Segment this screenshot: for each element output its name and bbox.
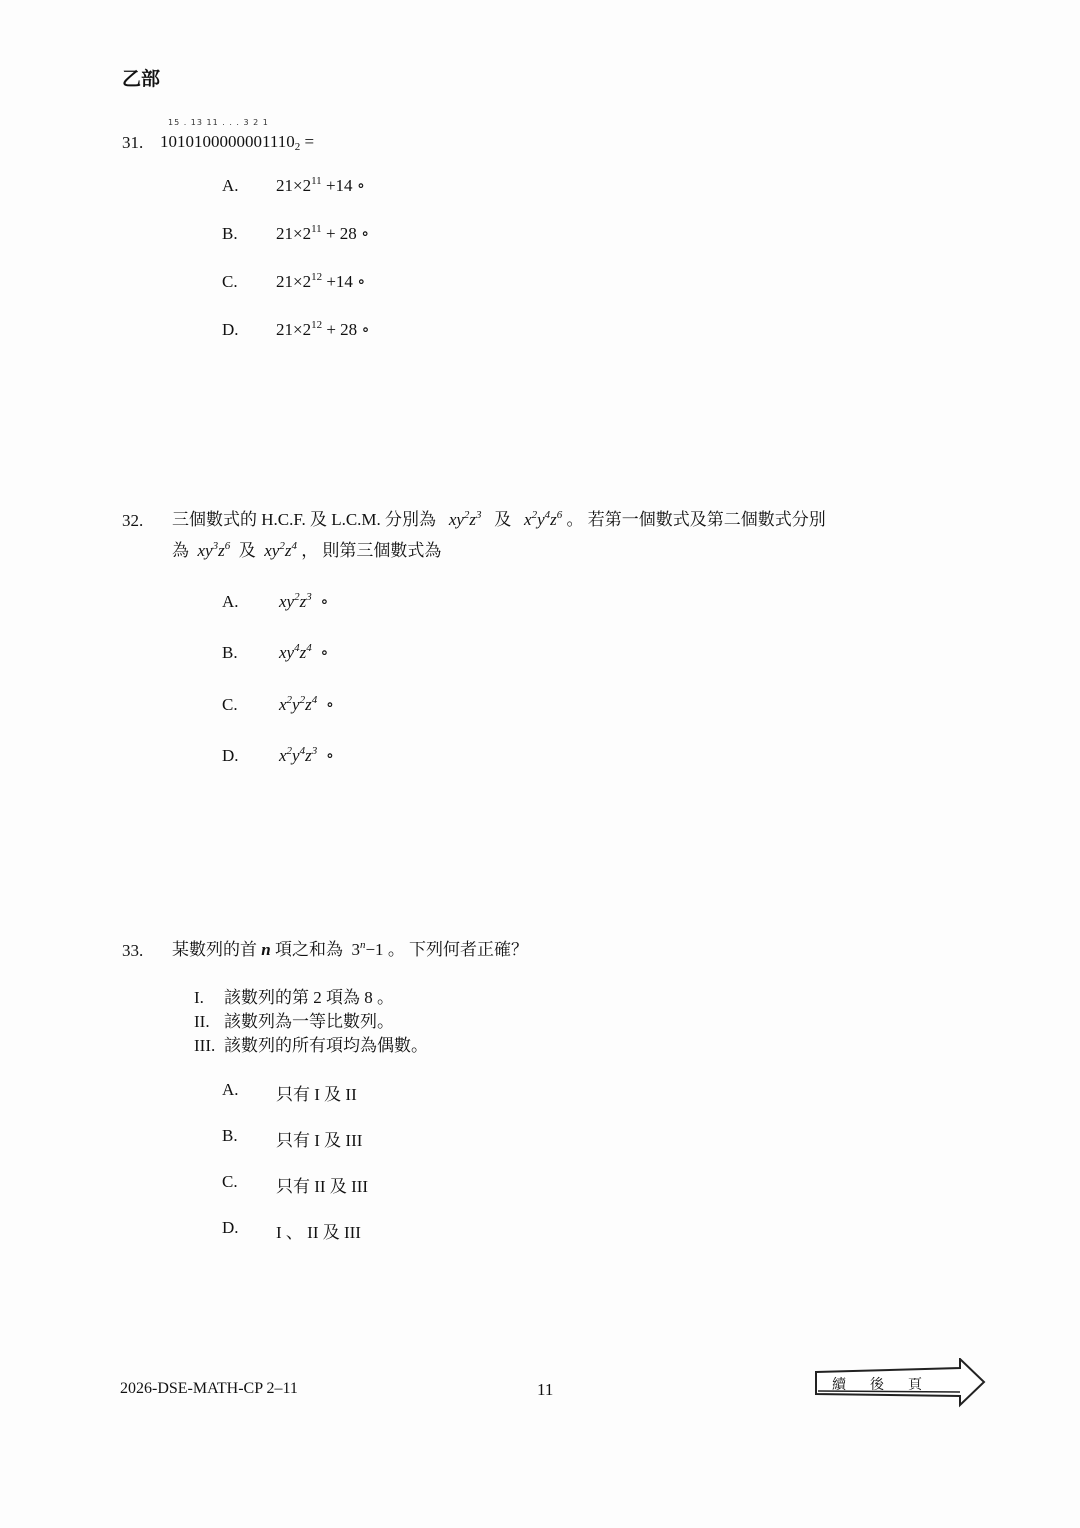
option-label: B. [222, 224, 238, 243]
binary-number: 1010100000001110 [160, 132, 295, 151]
option-value: $21\times 2^{12} + 28$ ∘ [276, 319, 370, 339]
option-label: A. [222, 1080, 239, 1099]
continue-label: 續後頁 [832, 1377, 946, 1393]
option-label: B. [222, 643, 238, 662]
continue-next-page-arrow [814, 1358, 986, 1408]
option-value: $21\times 2^{11} + 28$ ∘ [276, 223, 370, 243]
question-31-number: 31. [122, 133, 144, 152]
option-value: $21\times 2^{12} +14$ ∘ [276, 271, 366, 291]
page-number: 11 [537, 1380, 554, 1399]
option-value: I 、 II 及 III [276, 1223, 361, 1242]
option-value: $xy^2z^3$ ∘ [279, 591, 329, 611]
question-33-number: 33. [122, 941, 144, 960]
statement-2: II. 該數列為一等比數列。 [194, 1012, 394, 1031]
statement-1: I. 該數列的第 2 項為 8 。 [194, 988, 394, 1007]
question-32-stem-line1: 三個數式的 H.C.F. 及 L.C.M. 分別為 $xy^2z^3$ 及 $x^2y^4z^6$ 。 若第一個數式及第二個數式分別 [172, 509, 826, 529]
question-31-stem [160, 126, 314, 157]
option-label: C. [222, 272, 238, 291]
option-label: D. [222, 320, 239, 339]
option-value: 只有 I 及 III [276, 1131, 363, 1150]
base: 2 [294, 141, 301, 153]
question-32-stem-line2: 為 $xy^3z^6$ 及 $xy^2z^4$ ， 則第三個數式為 [172, 540, 442, 560]
option-value: 只有 II 及 III [276, 1177, 369, 1196]
question-33-statements [194, 986, 428, 1058]
option-label: C. [222, 1172, 238, 1191]
option-value: 只有 I 及 II [276, 1085, 357, 1104]
lcm-expression: $x^2y^4z^6$ [524, 509, 563, 529]
equals: = [304, 132, 315, 151]
handwritten-annotation: 15 . 13 11 . . . 3 2 1 [168, 118, 269, 127]
option-label: A. [222, 592, 239, 611]
option-label: B. [222, 1126, 238, 1145]
statement-3: III. 該數列的所有項均為偶數。 [194, 1036, 428, 1055]
option-label: C. [222, 695, 238, 714]
option-value: $21\times 2^{11} +14$ ∘ [276, 175, 366, 195]
option-label: A. [222, 176, 239, 195]
option-value: $x^2y^2z^4$ ∘ [279, 694, 335, 714]
first-expression: $xy^3z^6$ [197, 540, 231, 560]
hcf-expression: $xy^2z^3$ [448, 509, 482, 529]
question-32-number: 32. [122, 511, 144, 530]
option-value: $x^2y^4z^3$ ∘ [279, 745, 335, 765]
paper-code: 2026-DSE-MATH-CP 2–11 [120, 1380, 298, 1397]
option-value: $xy^4z^4$ ∘ [279, 642, 329, 662]
question-33-stem: 某數列的首 n 項之和為 $3^n-1$ 。 下列何者正確？ [172, 939, 529, 959]
option-label: D. [222, 746, 239, 765]
second-expression: $xy^2z^4$ [264, 540, 297, 560]
option-label: D. [222, 1218, 239, 1237]
section-title: 乙部 [122, 68, 161, 90]
